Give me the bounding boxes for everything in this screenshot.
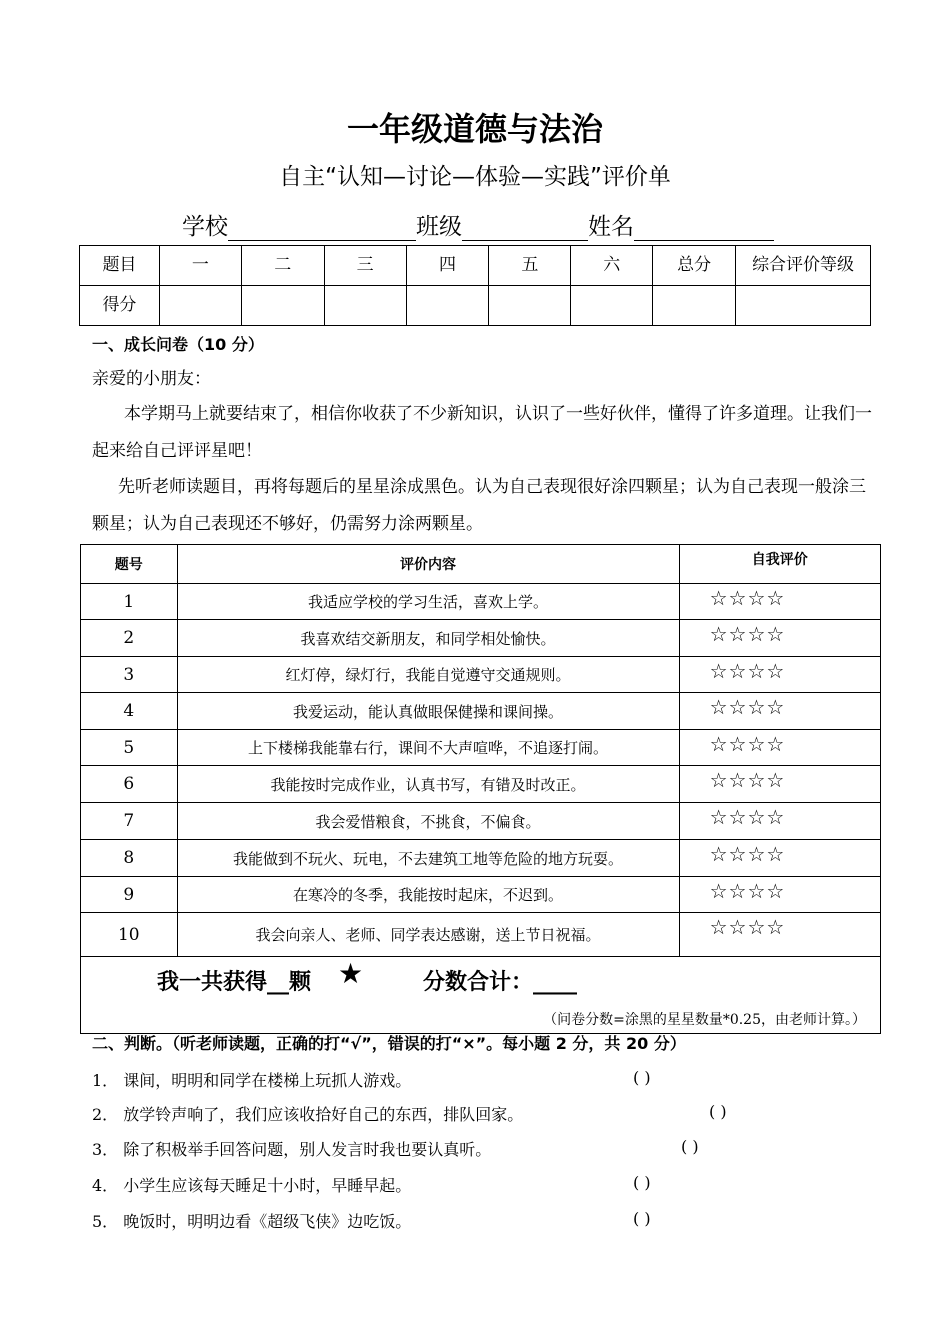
score-header-cell: 二	[241, 246, 324, 286]
table-row	[81, 877, 881, 913]
score-cell[interactable]	[653, 286, 736, 326]
score-header-cell: 六	[571, 246, 653, 286]
score-header-cell: 五	[489, 246, 571, 286]
star-rating[interactable]: ☆☆☆☆	[679, 766, 880, 803]
name-blank[interactable]	[634, 214, 774, 241]
table-row	[81, 913, 881, 957]
table-row	[81, 620, 881, 657]
star-rating[interactable]: ☆☆☆☆	[679, 693, 880, 730]
row-content: 红灯停，绿灯行，我能自觉遵守交通规则。	[177, 657, 679, 693]
row-content: 我会爱惜粮食，不挑食，不偏食。	[177, 803, 679, 840]
judge-item-1: 1． 课间，明明和同学在楼梯上玩抓人游戏。	[92, 1071, 412, 1090]
table-row	[81, 766, 881, 803]
score-cell[interactable]	[324, 286, 406, 326]
score-header-cell: 四	[406, 246, 489, 286]
row-number: 7	[81, 803, 178, 840]
table-row	[81, 730, 881, 766]
eval-header-num: 题号	[81, 545, 178, 584]
row-number: 6	[81, 766, 178, 803]
answer-paren[interactable]: ( )	[633, 1173, 651, 1192]
class-label: 班级	[416, 214, 462, 240]
score-cell[interactable]	[241, 286, 324, 326]
school-label: 学校	[182, 214, 228, 240]
summary-cell	[81, 957, 881, 1034]
answer-paren[interactable]: ( )	[633, 1209, 651, 1228]
score-note: （问卷分数=涂黑的星星数量*0.25，由老师计算。）	[543, 1012, 866, 1028]
intro-paragraph: 本学期马上就要结束了，相信你收获了不少新知识，认识了一些好伙伴，懂得了许多道理。让我们一起来给自己评评星吧！	[92, 404, 872, 461]
star-rating[interactable]: ☆☆☆☆	[679, 730, 880, 766]
table-row	[81, 693, 881, 730]
instruction-paragraph: 先听老师读题目，再将每题后的星星涂成黑色。认为自己表现很好涂四颗星；认为自己表现一般涂三颗星；认为自己表现还不够好，仍需努力涂两颗星。	[92, 477, 866, 534]
row-content: 我爱运动，能认真做眼保健操和课间操。	[177, 693, 679, 730]
student-info-line	[182, 208, 774, 241]
row-content: 我能按时完成作业，认真书写，有错及时改正。	[177, 766, 679, 803]
answer-paren[interactable]: ( )	[681, 1137, 699, 1156]
score-table	[79, 245, 871, 326]
row-content: 我会向亲人、老师、同学表达感谢，送上节日祝福。	[177, 913, 679, 957]
star-rating[interactable]: ☆☆☆☆	[679, 620, 880, 657]
row-number: 10	[81, 913, 178, 957]
section2-heading: 二、判断。（听老师读题，正确的打“√”，错误的打“×”。每小题 2 分，共 20 分）	[92, 1034, 686, 1053]
page-subtitle: 自主“认知—讨论—体验—实践”评价单	[279, 164, 671, 190]
table-row	[81, 803, 881, 840]
greeting: 亲爱的小朋友：	[92, 369, 211, 389]
summary-row	[81, 957, 881, 1034]
self-evaluation-table	[80, 544, 881, 1034]
star-rating[interactable]: ☆☆☆☆	[679, 913, 880, 957]
row-content: 上下楼梯我能靠右行，课间不大声喧哗，不追逐打闹。	[177, 730, 679, 766]
score-header-cell: 三	[324, 246, 406, 286]
answer-paren[interactable]: ( )	[633, 1068, 651, 1087]
table-row	[81, 657, 881, 693]
table-row	[81, 584, 881, 620]
star-rating[interactable]: ☆☆☆☆	[679, 877, 880, 913]
star-rating[interactable]: ☆☆☆☆	[679, 840, 880, 877]
row-number: 8	[81, 840, 178, 877]
row-content: 我适应学校的学习生活，喜欢上学。	[177, 584, 679, 620]
row-number: 5	[81, 730, 178, 766]
score-header-cell: 总分	[653, 246, 736, 286]
score-total-text[interactable]: 分数合计：____	[423, 970, 578, 995]
row-content: 在寒冷的冬季，我能按时起床，不迟到。	[177, 877, 679, 913]
score-header-cell: 题目	[80, 246, 160, 286]
score-row-label: 得分	[80, 286, 160, 326]
name-label: 姓名	[588, 214, 634, 240]
row-number: 3	[81, 657, 178, 693]
eval-header-self: 自我评价	[679, 545, 880, 584]
score-cell[interactable]	[571, 286, 653, 326]
black-star-icon: ★	[338, 957, 364, 990]
star-count-text[interactable]: 我一共获得__颗	[157, 970, 312, 995]
score-table-score-row	[80, 286, 871, 326]
score-cell[interactable]	[159, 286, 241, 326]
row-content: 我喜欢结交新朋友，和同学相处愉快。	[177, 620, 679, 657]
page-title: 一年级道德与法治	[346, 110, 603, 148]
row-number: 9	[81, 877, 178, 913]
section1-heading: 一、成长问卷（10 分）	[92, 335, 264, 354]
row-number: 1	[81, 584, 178, 620]
eval-header-row	[81, 545, 881, 584]
class-blank[interactable]	[462, 214, 588, 241]
score-cell[interactable]	[406, 286, 489, 326]
score-cell[interactable]	[736, 286, 871, 326]
school-blank[interactable]	[228, 214, 416, 241]
answer-paren[interactable]: ( )	[709, 1102, 727, 1121]
judge-item-4: 4． 小学生应该每天睡足十小时，早睡早起。	[92, 1176, 412, 1195]
score-cell[interactable]	[489, 286, 571, 326]
row-number: 4	[81, 693, 178, 730]
score-header-cell: 综合评价等级	[736, 246, 871, 286]
score-table-header-row	[80, 246, 871, 286]
star-rating[interactable]: ☆☆☆☆	[679, 657, 880, 693]
star-rating[interactable]: ☆☆☆☆	[679, 803, 880, 840]
judge-item-2: 2． 放学铃声响了，我们应该收拾好自己的东西，排队回家。	[92, 1105, 524, 1124]
row-content: 我能做到不玩火、玩电，不去建筑工地等危险的地方玩耍。	[177, 840, 679, 877]
eval-header-content: 评价内容	[177, 545, 679, 584]
judge-item-3: 3． 除了积极举手回答问题，别人发言时我也要认真听。	[92, 1140, 492, 1159]
score-header-cell: 一	[159, 246, 241, 286]
row-number: 2	[81, 620, 178, 657]
table-row	[81, 840, 881, 877]
star-rating[interactable]: ☆☆☆☆	[679, 584, 880, 620]
judge-item-5: 5． 晚饭时，明明边看《超级飞侠》边吃饭。	[92, 1212, 412, 1231]
